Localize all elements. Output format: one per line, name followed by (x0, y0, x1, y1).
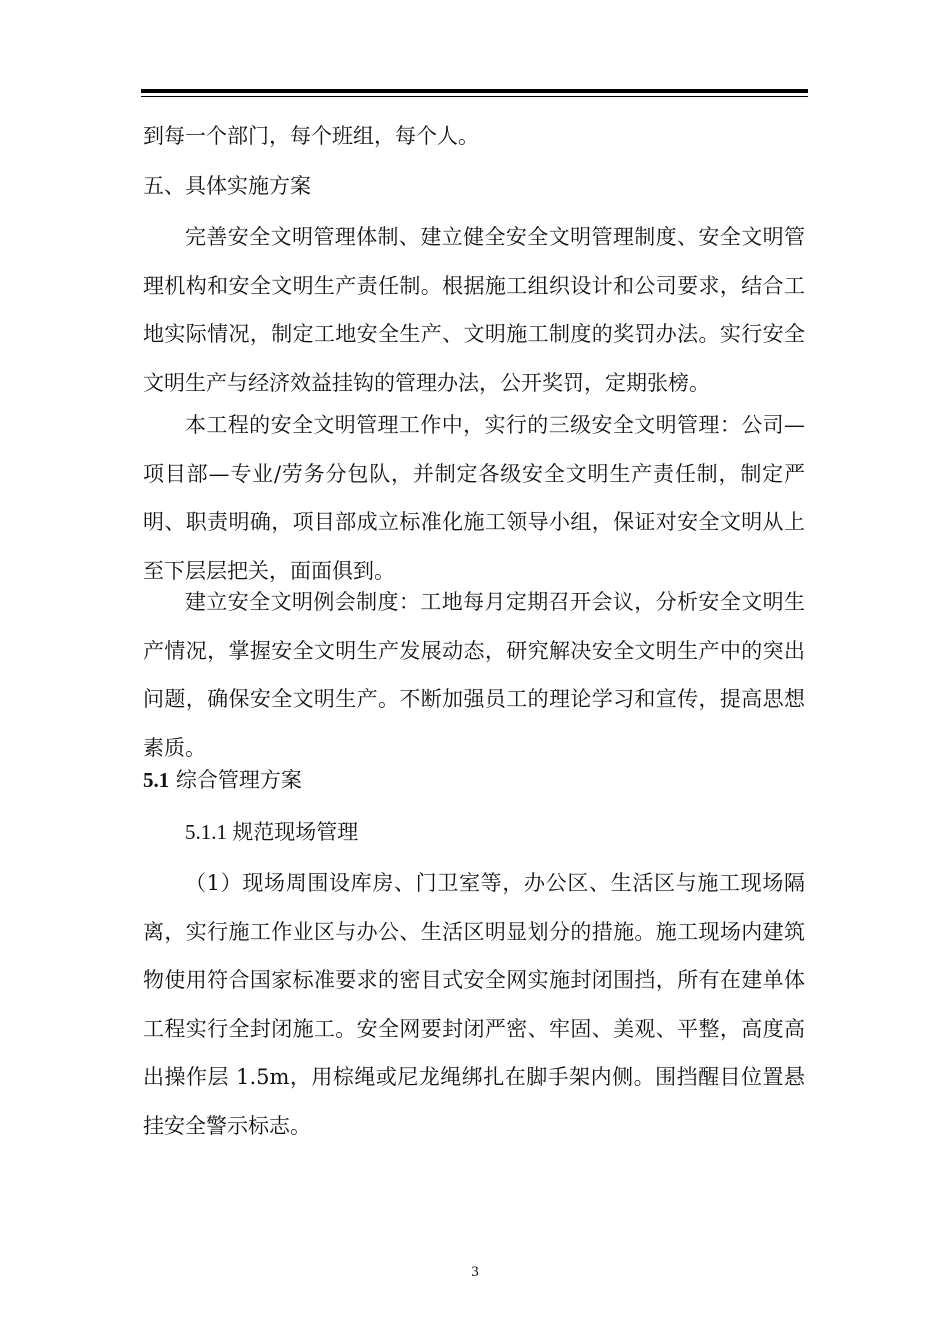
section-heading-5: 五、具体实施方案 (143, 174, 311, 198)
continuation-paragraph: 到每一个部门，每个班组，每个人。 (143, 124, 479, 148)
header-rule-thick (141, 89, 808, 93)
paragraph-site-layout: （1）现场周围设库房、门卫室等，办公区、生活区与施工现场隔离，实行施工作业区与办公、生活区明显划分的措施。施工现场内建筑物使用符合国家标准要求的密目式安全网实施封闭围挡，所有在建单体工程实行全封闭施工。安全网要封闭严密、牢固、美观、平整，高度高出操作层 1.5m，用棕绳或尼龙绳绑扎在脚手架内侧。围挡醒目位置悬挂安全警示标志。 (143, 871, 805, 1138)
section-number: 5.1 (143, 768, 170, 792)
paragraph-management-system: 完善安全文明管理体制、建立健全安全文明管理制度、安全文明管理机构和安全文明生产责任制。根据施工组织设计和公司要求，结合工地实际情况，制定工地安全生产、文明施工制度的奖罚办法。实行安全文明生产与经济效益挂钩的管理办法，公开奖罚，定期张榜。 (143, 225, 805, 395)
page-number: 3 (471, 1264, 479, 1280)
paragraph-meeting-system: 建立安全文明例会制度：工地每月定期召开会议，分析安全文明生产情况，掌握安全文明生产发展动态，研究解决安全文明生产中的突出问题，确保安全文明生产。不断加强员工的理论学习和宣传，提高思想素质。 (143, 590, 805, 760)
paragraph-three-level-management: 本工程的安全文明管理工作中，实行的三级安全文明管理：公司—项目部—专业/劳务分包队，并制定各级安全文明生产责任制，制定严明、职责明确，项目部成立标准化施工领导小组，保证对安全文明从上至下层层把关，面面俱到。 (143, 413, 805, 583)
header-rule-thin (141, 96, 808, 97)
subsection-heading-5-1-1: 5.1.1 规范现场管理 (185, 820, 359, 844)
section-heading-5-1 (143, 756, 805, 805)
section-title: 综合管理方案 (169, 768, 302, 792)
